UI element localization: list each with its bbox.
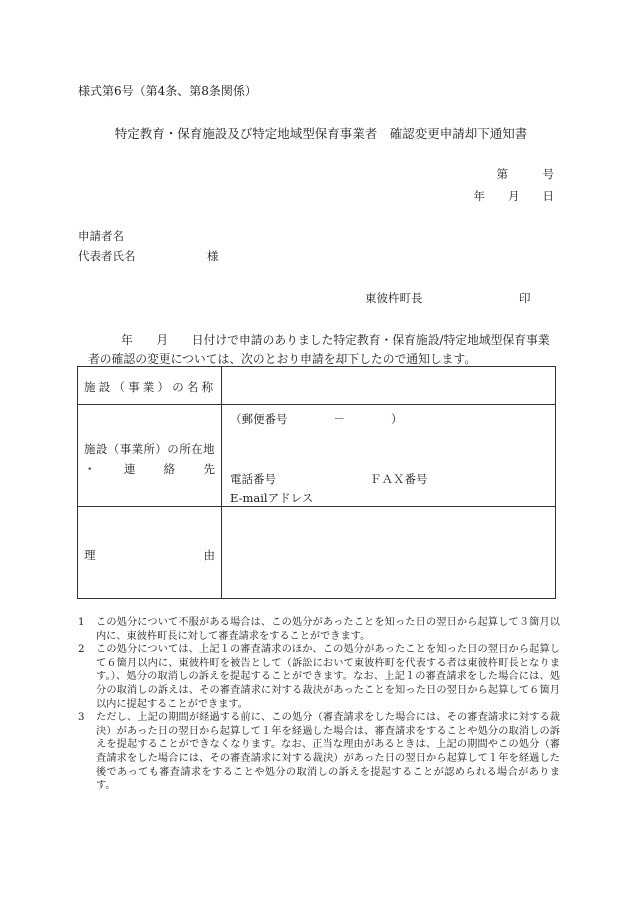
reason-label: 理 由 — [84, 548, 215, 562]
body-line-1: 年 月 日付けで申請のありました特定教育・保育施設/特定地域型保育事業 — [121, 333, 550, 347]
email-label: E-mailアドレス — [230, 491, 314, 505]
phone-label: 電話番号 — [230, 472, 276, 486]
postal-code-field: （郵便番号 － ） — [230, 412, 403, 426]
body-line-2: 者の確認の変更については、次のとおり申請を却下したので通知します。 — [88, 352, 477, 366]
document-date: 年 月 日 — [473, 189, 554, 203]
honorific: 様 — [207, 249, 219, 263]
facility-name-label: 施設（事業）の名称 — [84, 380, 217, 394]
note-item: 2 この処分については、上記１の審査請求のほか、この処分があったことを知った日の翌日から起算して６箇月以内に、東彼杵町を被告として（訴訟において東彼杵町を代表する者は東彼杵町長となります。）、処分の取消しの訴えを提起することができます。なお、上記１の審査請求をした場合には、処分の取消しの訴えは、その審査請求に対する裁決があったことを知った日の翌日から起算して６箇月以内に提起することができます。 — [78, 644, 560, 710]
seal-mark: 印 — [519, 291, 531, 305]
representative-label: 代表者氏名 — [78, 249, 136, 263]
reason-value[interactable] — [222, 507, 556, 599]
note-item: 3 ただし、上記の期間が経過する前に、この処分（審査請求をした場合には、その審査請求に対する裁決）があった日の翌日から起算して１年を経過した場合は、審査請求をすることや処分の取消しの訴えを提起することができなくなります。なお、正当な理由があるときは、上記の期間やこの処分（審査請求をした場合には、その審査請求に対する裁決）があった日の翌日から起算して１年を経過した後であっても審査請求をすることや処分の取消しの訴えを提起することが認められる場合があります。 — [78, 712, 560, 792]
document-title: 特定教育・保育施設及び特定地域型保育事業者 確認変更申請却下通知書 — [114, 126, 528, 141]
applicant-label: 申請者名 — [78, 229, 124, 243]
contact-label: ・ 連 絡 先 — [84, 462, 215, 476]
document-number: 第 号 — [496, 167, 554, 181]
facility-name-value[interactable] — [222, 367, 556, 405]
issuer-mayor: 東彼杵町長 — [365, 291, 423, 305]
notes-section — [78, 616, 560, 793]
fax-label: ＦＡＸ番号 — [370, 472, 428, 486]
facility-name-label-cell — [78, 367, 222, 405]
location-value-cell[interactable] — [222, 405, 556, 507]
note-item: 1 この処分について不服がある場合は、この処分があったことを知った日の翌日から起算して３箇月以内に、東彼杵町長に対して審査請求をすることができます。 — [78, 617, 560, 642]
form-number: 様式第6号（第4条、第8条関係） — [78, 84, 257, 98]
facility-info-table — [77, 366, 556, 599]
location-label: 施設（事業所）の所在地 — [84, 442, 215, 456]
location-label-cell — [78, 405, 222, 507]
reason-label-cell — [78, 507, 222, 599]
